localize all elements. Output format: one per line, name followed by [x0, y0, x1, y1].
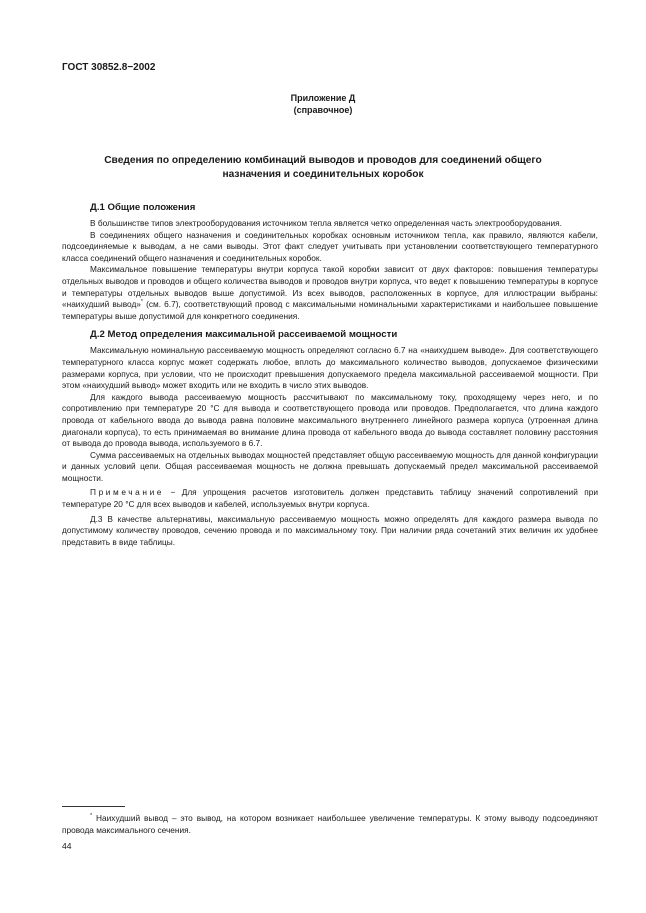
footnote-divider — [62, 806, 125, 807]
note-text: − Для упрощения расчетов изготовитель должен представить таблицу значений сопротивлений при температуре 20 °С для всех выводов и кабелей, используемых внутри корпуса. — [62, 487, 598, 510]
paragraph — [62, 264, 598, 322]
document-body — [62, 201, 598, 548]
paragraph: Максимальную номинальную рассеиваемую мощность определяют согласно 6.7 на «наихудшем выводе». Для соответствующего температурного класса корпус может содержать любое, вплоть до максимального количество выводов, допускаемое физическими размерами корпуса, при условии, что не происходит превышения допускаемого предела максимальной рассеиваемой мощности. При этом «наихудший вывод» может входить или не входить в число этих выводов. — [62, 345, 598, 391]
paragraph: В соединениях общего назначения и соединительных коробках основным источником тепла, как правило, являются кабели, подсоединяемые к выводам, а не сами выводы. Этот факт следует учитывать при установлении соответствующего температурного класса соединений общего назначения и соединительных коробок. — [62, 229, 598, 263]
paragraph: Д.3 В качестве альтернативы, максимальную рассеиваемую мощность можно определять для каждого размера вывода по допустимому количеству проводов, сечению провода и по максимальному току. При наличии ряда сочетаний этих величин их удобнее представить в виде таблицы. — [62, 513, 598, 547]
document-header: ГОСТ 30852.8−2002 — [62, 62, 156, 73]
footnote-reference[interactable]: * — [140, 299, 144, 306]
appendix-subtitle: (справочное) — [293, 105, 353, 115]
paragraph-text: (см. 6.7), соответствующий провод с максимальными номинальными характеристиками и наибольшее повышение температуры выше допустимой для конкретного соединения. — [62, 299, 598, 321]
paragraph: Сумма рассеиваемых на отдельных выводах мощностей представляет общую рассеиваемую мощность для данной конфигурации и данных условий цепи. Общая рассеиваемая мощность не должна превышать допускаемый предел максимальной рассеиваемой мощности. — [62, 449, 598, 483]
footnote-mark: * — [90, 813, 93, 820]
note-label: Примечание — [90, 487, 165, 498]
page-title-line-1: Сведения по определению комбинаций выводов и проводов для соединений общего — [104, 155, 542, 166]
note-paragraph — [62, 487, 598, 510]
page-title — [80, 154, 566, 182]
section-heading-general: Д.1 Общие положения — [90, 202, 196, 213]
page-title-line-2: назначения и соединительных коробок — [222, 169, 424, 180]
paragraph-text: Максимальное повышение температуры внутри корпуса такой коробки зависит от двух факторов: повышения температуры отдельных выводов и проводов и общего количества выводов и проводов внутри корпуса, что ведет к повышению температуры в корпусе и температуры отдельных выводов выше допустимой. Из всех выводов, расположенных в корпусе, для иллюстрации выбраны: «наихудший вывод» — [62, 264, 598, 310]
section-heading-method: Д.2 Метод определения максимальной рассеиваемой мощности — [90, 329, 398, 341]
paragraph: Для каждого вывода рассеиваемую мощность рассчитывают по максимальному току, проходящему через него, и по сопротивлению при температуре 20 °С для вывода и соответствующего провода или проводов. Предполагается, что длина каждого провода от кабельного ввода до вывода равна половине максимального внутреннего линейного размера корпуса (утроенная длина диагонали корпуса), то есть принимаемая во внимание длина провода от кабельного ввода до вывода составляет половину расстояния от вывода до провода вывода, используемого в 6.7. — [62, 391, 598, 449]
page-number: 44 — [62, 841, 72, 851]
footnote-text: Наихудший вывод – это вывод, на котором возникает наибольшее увеличение температуры. К этому выводу подсоединяют провода максимального сечения. — [62, 813, 598, 835]
footnote — [62, 813, 598, 836]
appendix-title: Приложение Д — [290, 93, 356, 103]
appendix-heading — [0, 92, 646, 116]
paragraph: В большинстве типов электрооборудования источником тепла является четко определенная часть электрооборудования. — [90, 218, 562, 228]
